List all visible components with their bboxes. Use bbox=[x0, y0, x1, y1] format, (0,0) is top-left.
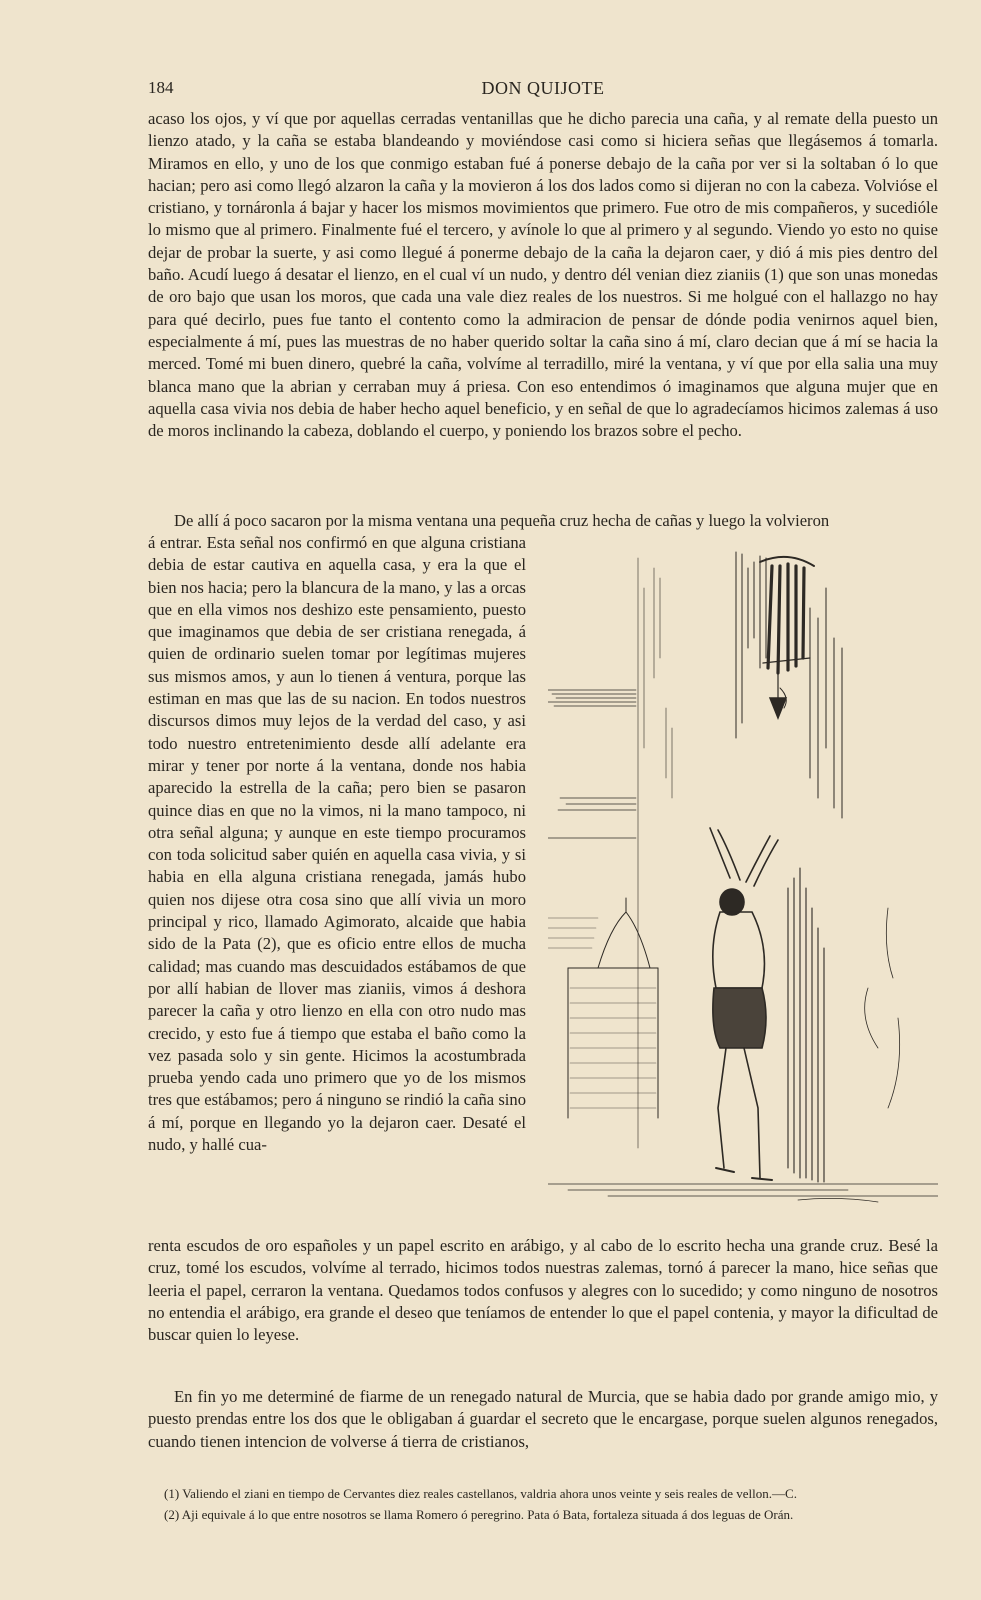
paragraph-1: acaso los ojos, y ví que por aquellas cerradas ventanillas que he dicho parecia una caña, y al remate della puesto un lienzo atado, y la caña se estaba blandeando y moviéndose casi como si hiciera señas que llegásemos á tomarla. Miramos en ello, y uno de los que conmigo estaban fué á ponerse debajo de la caña por ver si la soltaban ó lo que hacian; pero asi como llegó alzaron la caña y la movieron á los dos lados como si dijeran no con la cabeza. Volvióse el cristiano, y tornáronla á bajar y hacer los mismos movimientos que primero. Fue otro de mis compañeros, y sucedióle lo mismo que al primero. Finalmente fué el tercero, y avínole lo que al primero y al segundo. Viendo yo esto no quise dejar de probar la suerte, y asi como llegué á ponerme debajo de la caña la dejaron caer, y dió á mis pies dentro del baño. Acudí luego á desatar el lienzo, en el cual ví un nudo, y dentro dél venian diez zianiis (1) que son unas monedas de oro bajo que usan los moros, que cada una vale diez reales de los nuestros. Si me holgué con el hallazgo no hay para qué decirlo, pues fue tanto el contento como la admiracion de pensar de dónde podia venirnos aquel bien, especialmente á mí, pues las muestras de no haber querido soltar la caña sino á mí, claro decian que á mí se hacia la merced. Tomé mi buen dinero, quebré la caña, volvíme al terradillo, miré la ventana, y ví que por ella salia una muy blanca mano que la abrian y cerraban muy á priesa. Con eso entendimos ó imaginamos que alguna mujer que en aquella casa vivia nos debia de haber hecho aquel beneficio, y en señal de que lo agradecíamos hicimos zalemas á uso de moros inclinando la cabeza, doblando el cuerpo, y poniendo los brazos sobre el pecho. bbox=[148, 109, 938, 441]
footnote-2 bbox=[148, 1505, 938, 1524]
page-header bbox=[148, 78, 938, 102]
running-title: DON QUIJOTE bbox=[481, 78, 605, 98]
page-number: 184 bbox=[148, 78, 174, 97]
footnote-1-text: Valiendo el ziani en tiempo de Cervantes diez reales castellanos, valdria ahora unos veinte y seis reales de vellon.—C. bbox=[182, 1486, 797, 1501]
footnote-2-marker: (2) bbox=[164, 1507, 180, 1522]
footnote-1 bbox=[148, 1484, 938, 1503]
engraving-captive-reaching-for-cane-icon bbox=[548, 548, 938, 1238]
paragraph-2-tail: renta escudos de oro españoles y un papel escrito en arábigo, y al cabo de lo escrito hecha una grande cruz. Besé la cruz, tomé los escudos, volvíme al terrado, hicimos todos nuestras zalemas, tornó á parecer la mano, hice señas que leeria el papel, cerraron la ventana. Quedamos todos confusos y alegres con lo sucedido; y como ninguno de nosotros no entendia el arábigo, era grande el deseo que teníamos de entender lo que el papel contenia, y mayor la dificultad de buscar quien lo leyese. bbox=[148, 1236, 938, 1345]
engraving-illustration bbox=[548, 548, 938, 1238]
footnotes bbox=[148, 1484, 938, 1526]
footnote-1-marker: (1) bbox=[164, 1486, 180, 1501]
paragraph-2-head: De allí á poco sacaron por la misma ventana una pequeña cruz hecha de cañas y luego la volvieron bbox=[174, 511, 830, 530]
paragraph-2-column: á entrar. Esta señal nos confirmó en que alguna cristiana debia de estar cautiva en aquella casa, y era la que el bien nos hacia; pero la blancura de la mano, y las a orcas que en ella vimos nos deshizo este pensamiento, puesto que imaginamos que debia de ser cristiana renegada, á quien de ordinario suelen tomar por legítimas mujeres sus mismos amos, y aun lo tienen á ventura, porque las estiman en mas que las de su nacion. En todos nuestros discursos dimos muy lejos de la verdad del caso, y asi todo nuestro entretenimiento desde allí adelante era mirar y tener por norte á la ventana, donde nos habia aparecido la estrella de la caña; pero bien se pasaron quince dias en que no la vimos, ni la mano tampoco, ni otra señal alguna; y aunque en este tiempo procuramos con toda solicitud saber quién en aquella casa vivia, y si habia en ella alguna cristiana renegada, jamás hubo quien nos dijese otra cosa sino que allí vivia un moro principal y rico, llamado Agimorato, alcaide que habia sido de la Pata (2), que es oficio entre ellos de mucha calidad; mas cuando mas descuidados estábamos de que por allí habian de llover mas zianiis, vimos á deshora parecer la caña y otro lienzo en ella con otro nudo mas crecido, y esto fue á tiempo que estaba el baño como la vez pasada solo y sin gente. Hicimos la acostumbrada prueba yendo cada uno primero que yo de los mismos tres que estábamos; pero á ninguno se rindió la caña sino á mí, porque en llegando yo la dejaron caer. Desaté el nudo, y hallé cua- bbox=[148, 533, 526, 1155]
paragraph-3: En fin yo me determiné de fiarme de un renegado natural de Murcia, que se habia dado por grande amigo mio, y puesto prendas entre los dos que le obligaban á guardar el secreto que le encargase, porque suelen algunos renegados, cuando tienen intencion de volverse á tierra de cristianos, bbox=[148, 1387, 938, 1451]
footnote-2-text: Aji equivale á lo que entre nosotros se llama Romero ó peregrino. Pata ó Bata, fortaleza situada á dos leguas de Orán. bbox=[181, 1507, 794, 1522]
